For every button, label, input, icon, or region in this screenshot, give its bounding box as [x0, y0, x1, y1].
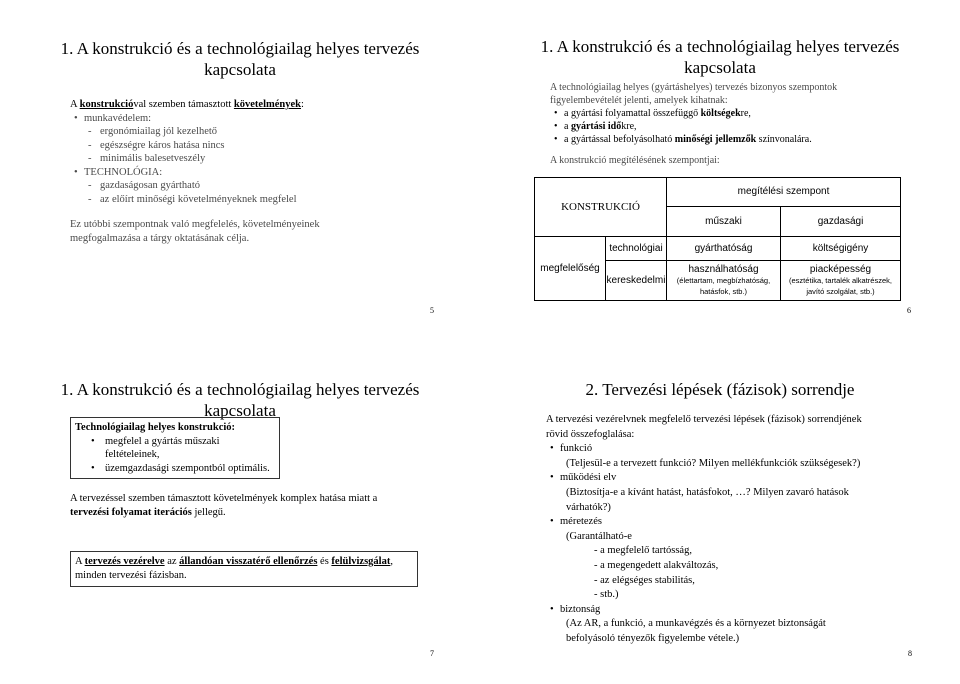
row-megfeleloseg: megfelelőség	[535, 237, 606, 301]
slide-title-line2: kapcsolata	[204, 60, 276, 79]
list-item: • TECHNOLÓGIA:	[70, 166, 450, 180]
list-item: • méretezés	[546, 515, 936, 530]
list-item: - minimális balesetveszély	[70, 152, 450, 166]
slide-title-line2: kapcsolata	[684, 58, 756, 77]
slide-title: 2. Tervezési lépések (fázisok) sorrendje	[585, 380, 855, 399]
slide-4	[480, 342, 960, 684]
slide-body	[70, 98, 450, 245]
page-number: 7	[430, 649, 434, 658]
box-heading: Technológiailag helyes konstrukció:	[75, 422, 236, 433]
intro-line: A konstrukcióval szemben támasztott követelmények:	[70, 99, 304, 110]
page-number: 8	[908, 649, 912, 658]
page-number: 6	[907, 306, 911, 315]
list-item: • munkavédelem:	[70, 112, 450, 126]
slide-title: 1. A konstrukció és a technológiailag helyes tervezés	[60, 39, 420, 58]
row-kereskedelmi: kereskedelmi	[606, 261, 667, 301]
row-technologiai: technológiai	[606, 237, 667, 261]
slide-title: 1. A konstrukció és a technológiailag helyes tervezés	[60, 380, 420, 399]
intro-line: A technológiailag helyes (gyártáshelyes) tervezés bizonyos szempontok	[550, 82, 838, 93]
principle-box: A tervezés vezérelve az állandóan visszatérő ellenőrzés és felülvizsgálat, minden tervezési fázisban.	[70, 551, 418, 587]
slide-title: 1. A konstrukció és a technológiailag helyes tervezés	[540, 37, 900, 56]
criteria-table	[534, 177, 901, 301]
list-item: • működési elv	[546, 471, 936, 486]
cell-koltsegigeny: költségigény	[781, 237, 901, 261]
list-item: • a gyártási időkre,	[550, 120, 945, 133]
closing-text: Ez utóbbi szempontnak való megfelelés, követelményeinek	[70, 219, 320, 230]
cell-hasznalhatosag: használhatóság (élettartam, megbízhatóság, hatásfok, stb.)	[667, 261, 781, 301]
list-item: • üzemgazdasági szempontból optimális.	[75, 462, 275, 476]
slide-title-line2: kapcsolata	[204, 401, 276, 420]
list-item: • biztonság	[546, 603, 936, 618]
list-item: - ergonómiailag jól kezelhető	[70, 125, 450, 139]
list-item: • a gyártási folyamattal összefüggő költségekre,	[550, 107, 945, 120]
closing-text: megfogalmazása a tárgy oktatásának célja.	[70, 232, 250, 244]
list-item: - egészségre káros hatása nincs	[70, 139, 450, 153]
col-gazdasagi: gazdasági	[817, 216, 864, 227]
slide-1	[0, 0, 480, 342]
table-header-criteria	[667, 178, 901, 237]
slide-body	[550, 81, 945, 167]
aspects-label: A konstrukció megítélésének szempontjai:	[550, 155, 720, 166]
iteration-paragraph: A tervezéssel szemben támasztott követelmények komplex hatása miatt a tervezési folyamat iterációs jellegű.	[70, 493, 378, 518]
criteria-label: megítélési szempont	[667, 178, 900, 207]
list-item: - gazdaságosan gyártható	[70, 179, 450, 193]
cell-gyarthatosag: gyárthatóság	[667, 237, 781, 261]
page-number: 5	[430, 306, 434, 315]
list-item: - az előírt minőségi követelményeknek megfelel	[70, 193, 450, 207]
slide-body: A tervezési vezérelvnek megfelelő tervezési lépések (fázisok) sorrendjének rövid összefoglalása: • funkció (Teljesül-e a tervezett funkció? Milyen mellékfunkciók szükségesek?) • működési elv (Biztosítja-e a kívánt hatást, hatásfokot, …? Milyen zavaró hatások várhatók?) • méretezés (Garantálható-e - a megfelelő tartósság, - a megengedett alakváltozás, - az elégséges stabilitás, - stb.) • biztonság (Az AR, a funkció, a munkavégzés és a környezet biztonságát befolyásoló tényezők figyelembe vétele.)	[546, 413, 936, 647]
definition-box	[70, 417, 280, 479]
col-muszaki: műszaki	[667, 207, 781, 236]
list-item: • funkció	[546, 442, 936, 457]
intro-line: figyelembevételét jelenti, amelyek kihatnak:	[550, 95, 728, 106]
cell-piackepesseg: piacképesség (esztétika, tartalék alkatrészek, javító szolgálat, stb.)	[781, 261, 901, 301]
list-item: • a gyártással befolyásolható minőségi jellemzők színvonalára.	[550, 133, 945, 146]
list-item: • megfelel a gyártás műszaki feltételeinek,	[75, 435, 275, 462]
table-header-konstrukcio: KONSTRUKCIÓ	[535, 178, 667, 237]
